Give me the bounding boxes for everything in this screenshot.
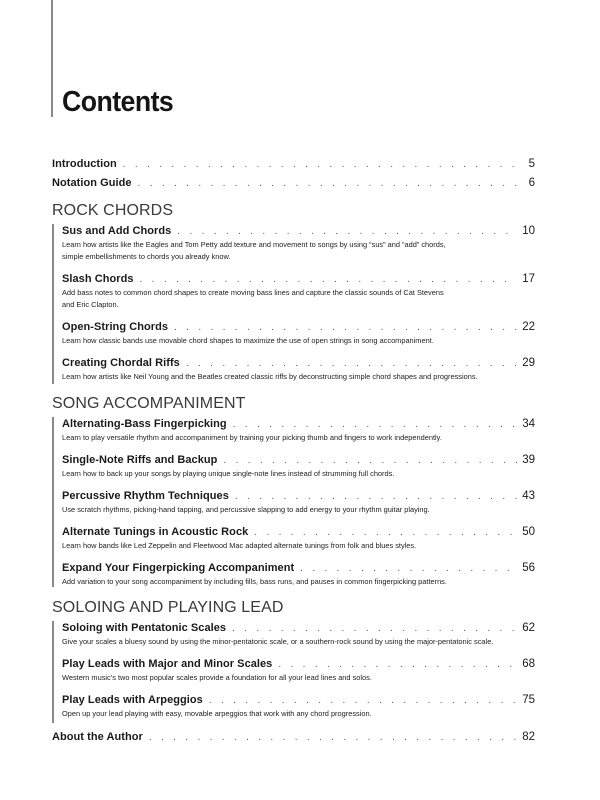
description-line: and Eric Clapton. <box>62 300 119 309</box>
description-line: Learn to play versatile rhythm and accompaniment by training your picking thumb and fingers to work independently. <box>62 433 442 442</box>
page-title: Contents <box>62 86 174 118</box>
toc-entry-description <box>62 335 517 347</box>
toc-entry[interactable] <box>62 562 535 574</box>
dot-leader <box>138 178 524 189</box>
toc-entry[interactable] <box>62 225 535 237</box>
toc-page-number: 5 <box>528 158 535 170</box>
section-vertical-rule <box>52 417 54 587</box>
description-line: Learn how classic bands use movable chord shapes to maximize the use of open strings in song accompaniment. <box>62 336 434 345</box>
toc-entry-title: Alternating-Bass Fingerpicking <box>62 418 227 430</box>
toc-page-number: 29 <box>522 357 535 369</box>
toc-entry[interactable] <box>62 658 535 670</box>
toc-entry-title: Sus and Add Chords <box>62 225 172 237</box>
section-vertical-rule <box>52 621 54 723</box>
toc-page-number: 34 <box>522 418 535 430</box>
toc-entry-title: Expand Your Fingerpicking Accompaniment <box>62 562 295 574</box>
toc-entry-about-the-author[interactable] <box>52 731 535 743</box>
toc-entry-description <box>62 287 517 311</box>
toc-entry-description <box>62 576 517 588</box>
toc-page-number: 56 <box>522 562 535 574</box>
dot-leader <box>123 159 524 170</box>
toc-entry-title: Open-String Chords <box>62 321 169 333</box>
top-vertical-rule <box>51 0 53 117</box>
dot-leader <box>223 455 517 466</box>
toc-entry-description <box>62 540 517 552</box>
toc-entry-title: Percussive Rhythm Techniques <box>62 490 229 502</box>
toc-page-number: 68 <box>522 658 535 670</box>
toc-entry-title: Play Leads with Major and Minor Scales <box>62 658 273 670</box>
toc-entry-title: Slash Chords <box>62 273 134 285</box>
toc-entry-description <box>62 672 517 684</box>
toc-entry[interactable] <box>62 694 535 706</box>
toc-entry-title: Soloing with Pentatonic Scales <box>62 622 227 634</box>
toc-entry-notation-guide[interactable] <box>52 177 535 189</box>
dot-leader <box>140 274 518 285</box>
toc-entry-description <box>62 432 517 444</box>
dot-leader <box>300 563 517 574</box>
description-line: Learn how artists like Neil Young and the Beatles created classic riffs by deconstructing simple chord shapes and progressions. <box>62 372 478 381</box>
toc-entry[interactable] <box>62 526 535 538</box>
description-line: Use scratch rhythms, picking-hand tapping, and percussive slapping to add energy to your rhythm guitar playing. <box>62 505 430 514</box>
description-line: Western music’s two most popular scales provide a foundation for all your lead lines and solos. <box>62 673 372 682</box>
toc-entry-description <box>62 504 517 516</box>
toc-entry-title: Alternate Tunings in Acoustic Rock <box>62 526 249 538</box>
toc-entry[interactable] <box>62 273 535 285</box>
toc-entry-title: About the Author <box>52 731 143 743</box>
dot-leader <box>232 623 517 634</box>
toc-entry-title: Introduction <box>52 158 117 170</box>
toc-page-number: 50 <box>522 526 535 538</box>
dot-leader <box>278 659 517 670</box>
description-line: Add variation to your song accompaniment by including fills, bass runs, and pauses in common fingerpicking patterns. <box>62 577 447 586</box>
description-line: Add bass notes to common chord shapes to create moving bass lines and capture the classic sounds of Cat Stevens <box>62 288 444 297</box>
toc-entry-title: Play Leads with Arpeggios <box>62 694 203 706</box>
toc-entry[interactable] <box>62 622 535 634</box>
section-vertical-rule <box>52 224 54 384</box>
toc-page-number: 82 <box>522 731 535 743</box>
section-heading-soloing-and-playing-lead: SOLOING AND PLAYING LEAD <box>52 599 284 616</box>
toc-entry-introduction[interactable] <box>52 158 535 170</box>
toc-page-number: 17 <box>522 273 535 285</box>
description-line: Learn how bands like Led Zeppelin and Fleetwood Mac adapted alternate tunings from folk and blues styles. <box>62 541 417 550</box>
toc-entry-title: Notation Guide <box>52 177 132 189</box>
section-heading-rock-chords: ROCK CHORDS <box>52 202 174 219</box>
dot-leader <box>233 419 518 430</box>
toc-entry[interactable] <box>62 418 535 430</box>
section-heading-song-accompaniment: SONG ACCOMPANIMENT <box>52 395 246 412</box>
toc-page-number: 62 <box>522 622 535 634</box>
toc-entry[interactable] <box>62 454 535 466</box>
toc-entry[interactable] <box>62 321 535 333</box>
toc-entry-description <box>62 371 517 383</box>
description-line: simple embellishments to chords you already know. <box>62 252 231 261</box>
toc-entry-title: Creating Chordal Riffs <box>62 357 180 369</box>
toc-entry-description <box>62 636 517 648</box>
toc-entry[interactable] <box>62 357 535 369</box>
toc-page-number: 6 <box>528 177 535 189</box>
dot-leader <box>186 358 517 369</box>
description-line: Learn how to back up your songs by playing unique single-note lines instead of strumming full chords. <box>62 469 395 478</box>
toc-entry-description <box>62 708 517 720</box>
toc-entry[interactable] <box>62 490 535 502</box>
description-line: Open up your lead playing with easy, movable arpeggios that work with any chord progression. <box>62 709 372 718</box>
dot-leader <box>177 226 517 237</box>
dot-leader <box>254 527 517 538</box>
dot-leader <box>209 695 517 706</box>
description-line: Give your scales a bluesy sound by using the minor-pentatonic scale, or a southern-rock sound by using the major-pentatonic scale. <box>62 637 494 646</box>
toc-entry-description <box>62 468 517 480</box>
dot-leader <box>174 322 517 333</box>
toc-page-number: 10 <box>522 225 535 237</box>
description-line: Learn how artists like the Eagles and Tom Petty add texture and movement to songs by using “sus” and “add” chords, <box>62 240 446 249</box>
toc-page-number: 43 <box>522 490 535 502</box>
toc-entry-description <box>62 239 517 263</box>
toc-page-number: 39 <box>522 454 535 466</box>
toc-page-number: 75 <box>522 694 535 706</box>
toc-page-number: 22 <box>522 321 535 333</box>
toc-entry-title: Single-Note Riffs and Backup <box>62 454 218 466</box>
dot-leader <box>235 491 517 502</box>
dot-leader <box>149 732 517 743</box>
